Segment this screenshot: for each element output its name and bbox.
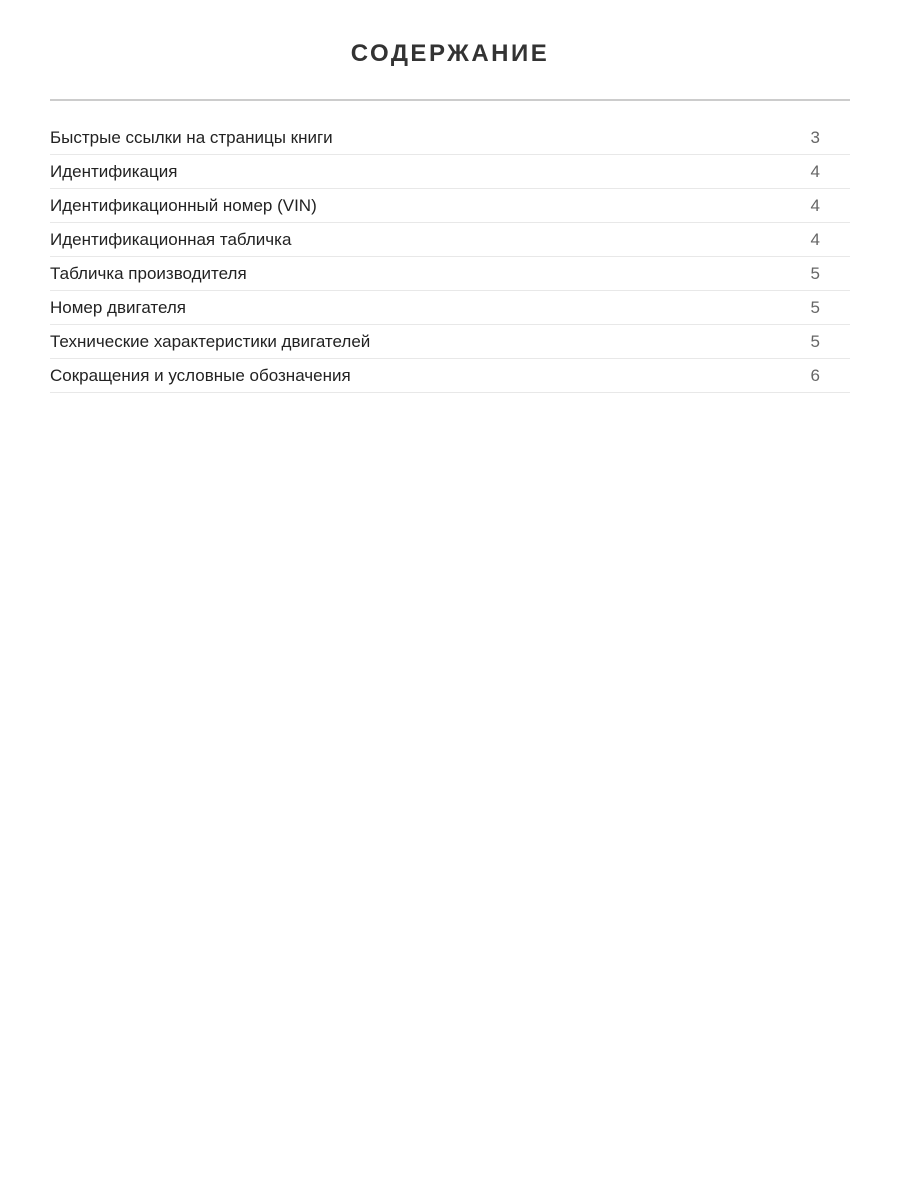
toc-entry-label: Номер двигателя [50,298,187,317]
toc-entry[interactable] [50,223,850,257]
toc-entry-label: Идентификационная табличка [50,230,292,249]
toc-entry[interactable] [50,155,850,189]
toc-entry-label: Технические характеристики двигателей [50,332,371,351]
toc-entry-page: 5 [810,298,820,317]
toc-entry-page: 3 [810,128,820,147]
toc-entry-label: Быстрые ссылки на страницы книги [50,128,333,147]
toc-entry[interactable] [50,359,850,393]
toc-entry[interactable] [50,291,850,325]
toc-entry-page: 5 [810,332,820,351]
toc-entry-label: Идентификационный номер (VIN) [50,196,317,215]
toc-entry-label: Идентификация [50,162,178,181]
toc-entry[interactable] [50,121,850,155]
toc-entry[interactable] [50,257,850,291]
toc-entry-page: 6 [810,366,820,385]
table-of-contents [50,121,850,393]
toc-entry[interactable] [50,325,850,359]
toc-entry-page: 4 [810,196,820,215]
toc-entry-label: Табличка производителя [50,264,247,283]
page-title: СОДЕРЖАНИЕ [350,40,550,67]
toc-entry[interactable] [50,189,850,223]
toc-entry-page: 5 [810,264,820,283]
toc-entry-page: 4 [810,162,820,181]
toc-entry-label: Сокращения и условные обозначения [50,366,351,385]
title-divider [50,99,850,101]
toc-entry-page: 4 [810,230,820,249]
